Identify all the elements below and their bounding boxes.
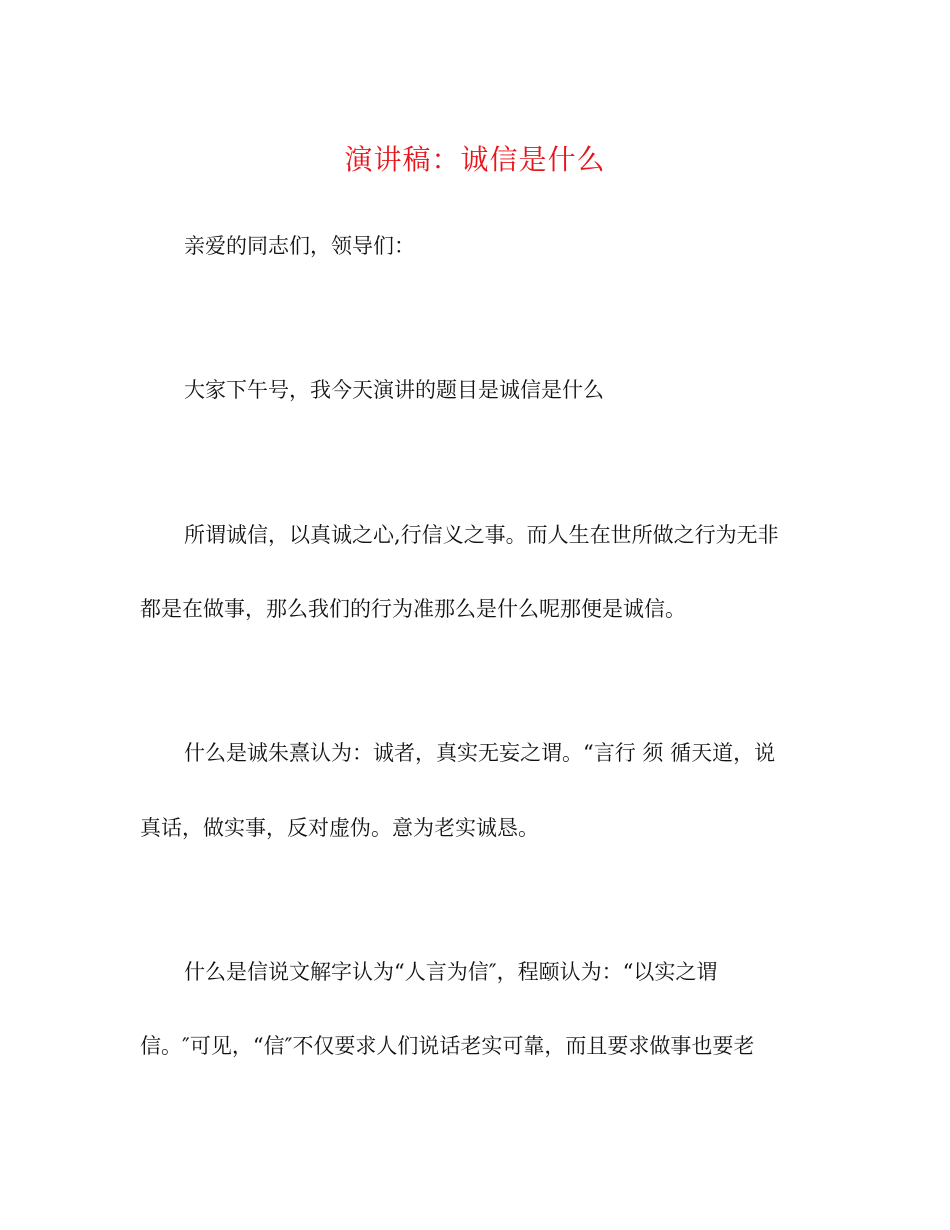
paragraph-line: 什么是诚朱熹认为：诚者，真实无妄之谓。“言行 须 循天道，说 [184, 741, 776, 765]
paragraph-line: 所谓诚信，以真诚之心,行信义之事。而人生在世所做之行为无非 [184, 523, 779, 547]
greeting-line: 亲爱的同志们，领导们： [184, 234, 415, 258]
paragraph-line: 都是在做事，那么我们的行为准那么是什么呢那便是诚信。 [140, 597, 686, 621]
paragraph-line: 大家下午号，我今天演讲的题目是诚信是什么 [184, 378, 604, 402]
paragraph-line: 什么是信说文解字认为“人言为信″，程颐认为：“以实之谓 [184, 960, 718, 984]
paragraph-line: 信。″可见，“信″不仅要求人们说话老实可靠，而且要求做事也要老 [140, 1034, 755, 1058]
paragraph-line: 真话，做实事，反对虚伪。意为老实诚恳。 [140, 816, 539, 840]
document-title: 演讲稿：诚信是什么 [344, 143, 606, 176]
